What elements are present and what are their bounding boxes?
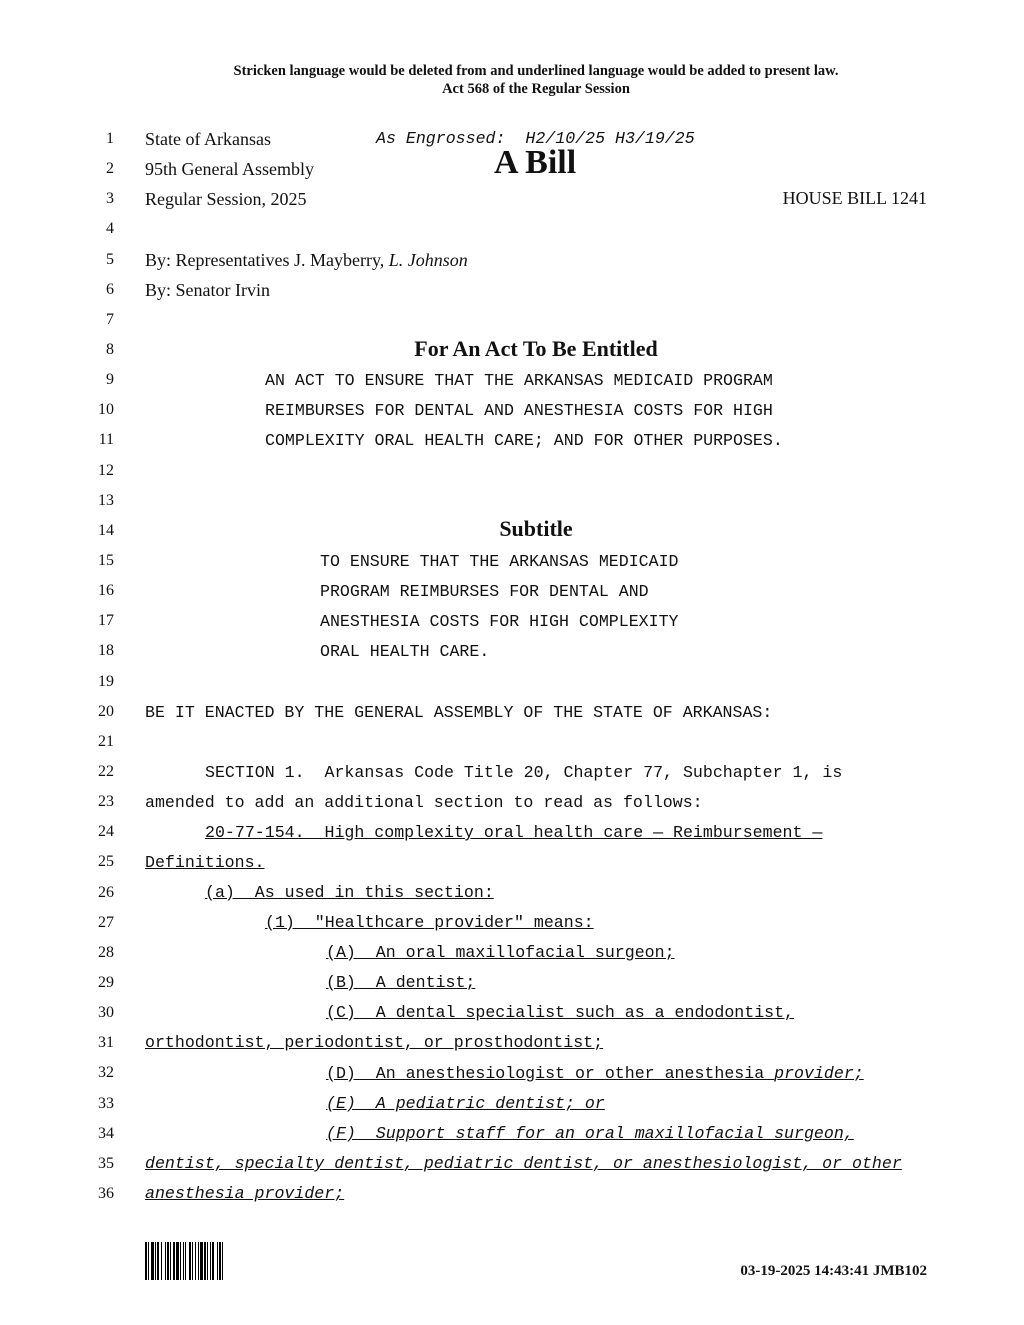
line-number: 19 [98,673,114,690]
subtitle-line: ORAL HEALTH CARE. [320,642,490,661]
line-number: 25 [98,853,114,870]
line-number: 32 [98,1064,114,1081]
line-number: 15 [98,552,114,569]
title-line: AN ACT TO ENSURE THAT THE ARKANSAS MEDICAID PROGRAM [265,371,773,390]
line-number: 24 [98,823,114,840]
line-number: 5 [106,251,114,268]
item-a: (A) An oral maxillofacial surgeon; [326,943,675,962]
line-number: 28 [98,944,114,961]
section-1-text: SECTION 1. Arkansas Code Title 20, Chapter 77, Subchapter 1, is [205,763,843,782]
item-b: (B) A dentist; [326,973,476,992]
item-c: (C) A dental specialist such as a endodontist, [326,1003,795,1022]
subtitle-line: ANESTHESIA COSTS FOR HIGH COMPLEXITY [320,612,679,631]
line-number: 21 [98,733,114,750]
line-number: 9 [106,371,114,388]
section-1-text-cont: amended to add an additional section to read as follows: [145,793,703,812]
act-heading: For An Act To Be Entitled [414,336,658,361]
item-c-cont: orthodontist, periodontist, or prosthodontist; [145,1033,604,1052]
title-line: REIMBURSES FOR DENTAL AND ANESTHESIA COSTS FOR HIGH [265,401,773,420]
item-e: (E) A pediatric dentist; or [326,1094,605,1113]
line-number: 13 [98,492,114,509]
general-assembly: 95th General Assembly [145,159,314,179]
line-number: 14 [98,522,114,539]
line-number: 16 [98,582,114,599]
barcode-image [145,1242,273,1280]
item-d-amended: provider; [774,1064,864,1083]
line-number: 12 [98,462,114,479]
subtitle-line: PROGRAM REIMBURSES FOR DENTAL AND [320,582,649,601]
title-line: COMPLEXITY ORAL HEALTH CARE; AND FOR OTHER PURPOSES. [265,431,783,450]
line-number: 3 [106,190,114,207]
line-number: 8 [106,341,114,358]
senate-sponsor: By: Senator Irvin [145,280,270,300]
item-f-cont-2: anesthesia provider; [145,1184,345,1203]
line-number: 6 [106,281,114,298]
line-number: 29 [98,974,114,991]
line-number: 1 [106,130,114,147]
subtitle-heading: Subtitle [499,516,573,541]
line-number: 26 [98,884,114,901]
code-section-heading-cont: Definitions. [145,853,265,872]
line-number: 4 [106,220,114,237]
notice-line-1: Stricken language would be deleted from and underlined language would be added to present law. [233,63,839,79]
amendment-notice [0,62,1024,98]
line-number: 11 [98,431,114,448]
document-type-title: A Bill [494,144,577,181]
added-sponsor: L. Johnson [388,250,468,270]
line-number: 35 [98,1155,114,1172]
item-d [326,1063,864,1085]
line-number: 2 [106,160,114,177]
house-sponsors-text: By: Representatives J. Mayberry, [145,250,389,270]
line-number: 33 [98,1095,114,1112]
session-label: Regular Session, 2025 [145,189,307,209]
line-number: 31 [98,1034,114,1051]
subsection-a: (a) As used in this section: [205,883,494,902]
item-d-text: (D) An anesthesiologist or other anesthesia [326,1064,775,1083]
line-number: 20 [98,703,114,720]
line-number: 36 [98,1185,114,1202]
item-f: (F) Support staff for an oral maxillofacial surgeon, [326,1124,854,1143]
line-number: 18 [98,642,114,659]
code-section-heading: 20-77-154. High complexity oral health care — Reimbursement — [205,823,823,842]
bill-number: HOUSE BILL 1241 [782,188,927,208]
subtitle-line: TO ENSURE THAT THE ARKANSAS MEDICAID [320,552,679,571]
line-number: 27 [98,914,114,931]
state-name: State of Arkansas [145,129,271,149]
subdivision-1: (1) "Healthcare provider" means: [265,913,594,932]
notice-line-2: Act 568 of the Regular Session [442,81,630,97]
line-number: 22 [98,763,114,780]
house-sponsors [145,249,468,271]
line-number: 30 [98,1004,114,1021]
line-number: 23 [98,793,114,810]
enacting-clause: BE IT ENACTED BY THE GENERAL ASSEMBLY OF THE STATE OF ARKANSAS: [145,703,773,722]
footer-timestamp: 03-19-2025 14:43:41 JMB102 [740,1263,927,1279]
line-number: 10 [98,401,114,418]
engrossed-dates: As Engrossed: H2/10/25 H3/19/25 [376,129,695,148]
line-number: 17 [98,612,114,629]
item-f-cont: dentist, specialty dentist, pediatric dentist, or anesthesiologist, or other [145,1154,902,1173]
barcode-gap [223,1242,225,1280]
line-number: 34 [98,1125,114,1142]
line-number: 7 [106,311,114,328]
